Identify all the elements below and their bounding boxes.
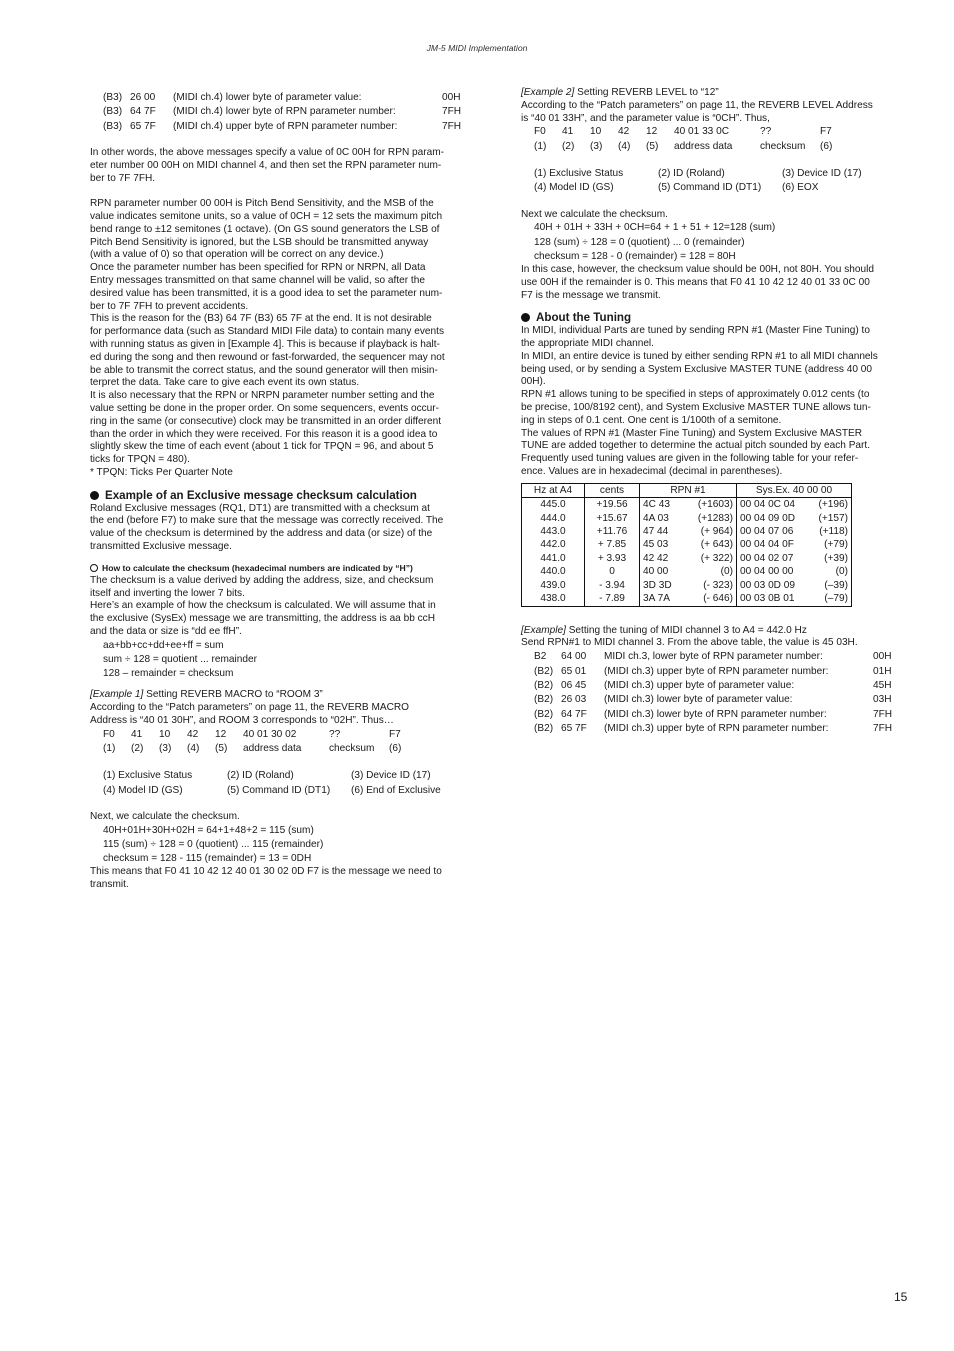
circle-bullet-icon <box>90 564 98 572</box>
left-column: (B3) 26 00 (MIDI ch.4) lower byte of parameter value: 00H (B3) 64 7F (MIDI ch.4) lower byte of RPN parameter number: 7FH (B3) 65 7F (MIDI ch.4) upper byte of RPN parameter number: 7FH In other words, the above messages specify a value of 0C 00H for RPN param- eter number 00 00H on MIDI channel 4, and then set the RPN parameter num- ber to 7F 7FH. RPN parameter number 00 00H is Pitch Bend Sensitivity, and the MSB of the value indicates semitone units, so a value of 0CH = 12 sets the maximum pitch bend range to ±12 semitones (1 octave). (On GS sound generators the LSB of Pitch Bend Sensitivity is ignored, but the LSB should be transmitted anyway (with a value of 0) so that operation will be correct on any device.) Once the parameter number has been specified for RPN or NRPN, all Data Entry messages transmitted on that same channel will be valid, so after the desired value has been transmitted, it is a good idea to set the parameter num- ber to 7F 7FH to prevent accidents. This is the reason for the (B3) 64 7F (B3) 65 7F at the end. It is not desirable for performance data (such as Standard MIDI File data) to contain many events with running status as given in [Example 4]. This is because if playback is halt- ed during the song and then rewound or fast-forwarded, the sequencer may not be able to transmit the correct status, and the sound generator will then misin- terpret the data. Take care to give each event its own status. It is also necessary that the RPN or NRPN parameter number setting and the value setting be done in the proper order. On some sequencers, events occur- ring in the same (or consecutive) clock may be transmitted in an order different than the order in which they were received. For this reason it is a good idea to slightly skew the time of each event (about 1 tick for TPQN = 96, and about 5 ticks for TPQN = 480). * TPQN: Ticks Per Quarter Note Example of an Exclusive message checksum calculation Roland Exclusive messages (RQ1, DT1) are transmitted with a checksum at the end (before F7) to make sure that the message was correctly received. The value of the checksum is determined by the address and data (or size) of the transmitted Exclusive message. How to calculate the checksum (hexadecimal numbers are indicated by “H”) The checksum is a value derived by adding the address, size, and checksum itself and inverting the lower 7 bits. Here’s an example of how the checksum is calculated. We will assume that in the exclusive (SysEx) message we are transmitting, the address is aa bb ccH and the data or size is “dd ee ffH”. aa+bb+cc+dd+ee+ff = sum sum ÷ 128 = quotient ... remainder 128 – remainder = checksum [Example 1] Setting REVERB MACRO to “ROOM 3” According to the “Patch parameters” on page 11, the REVERB MACRO Address is “40 01 30H”, and ROOM 3 corresponds to “02H”. Thus… F0 41 10 42 12 40 01 30 02 ?? F7 (1) (2) (3) (4) (5) address data checksum (6) (1) Exclusive Status (2) ID (Roland) (3) Device ID (17) (4) Model ID (GS) (5) Command ID (DT1) (6) End of Exclusive Next, we calculate the checksum. 40H+01H+30H+02H = 64+1+48+2 = 115 (sum) 115 (sum) ÷ 128 = 0 (quotient) ... 115 (remainder) checksum = 128 - 115 (remainder) = 13 = 0DH This means that F0 41 10 42 12 40 01 30 02 0D F7 is the message we need to transmit. <box>90 91 478 892</box>
byte-legend: (1) Exclusive Status (2) ID (Roland) (3) Device ID (17) (4) Model ID (GS) (5) Command ID (DT1) (6) End of Exclusive <box>103 770 441 796</box>
table-row: 441.0 + 3.93 42 42 (+ 322) 00 04 02 07 (+39) <box>522 552 852 565</box>
paragraph: The checksum is a value derived by adding the address, size, and checksum itself and inverting the lower 7 bits. Here’s an example of how the checksum is calculated. We will assume that in the exclusive (SysEx) message we are transmitting, the address is aa bb ccH and the data or size is “dd ee ffH”. <box>90 574 436 638</box>
right-column: [Example 2] Setting REVERB LEVEL to “12” According to the “Patch parameters” on page 11, the REVERB LEVEL Address is “40 01 33H”, and the parameter value is “0CH”. Thus, F0 41 10 42 12 40 01 33 0C ?? F7 (1) (2) (3) (4) (5) address data checksum (6) (1) Exclusive Status (2) ID (Roland) (3) Device ID (17) (4) Model ID (GS) (5) Command ID (DT1) (6) EOX Next we calculate the checksum. 40H + 01H + 33H + 0CH=64 + 1 + 51 + 12=128 (sum) 128 (sum) ÷ 128 = 0 (quotient) ... 0 (remainder) checksum = 128 - 0 (remainder) = 128 = 80H In this case, however, the checksum value should be 00H, not 80H. You should use 00H if the remainder is 0. This means that F0 41 10 42 12 40 01 33 0C 00 F7 is the message we transmit. About the Tuning In MIDI, individual Parts are tuned by sending RPN #1 (Master Fine Tuning) to the appropriate MIDI channel. In MIDI, an entire device is tuned by either sending RPN #1 to all MIDI channels being used, or by sending a System Exclusive MASTER TUNE (address 40 00 00H). RPN #1 allows tuning to be specified in steps of approximately 0.012 cents (to be precise, 100/8192 cent), and System Exclusive MASTER TUNE allows tun- ing in steps of 0.1 cent. One cent is 1/100th of a semitone. The values of RPN #1 (Master Fine Tuning) and System Exclusive MASTER TUNE are added together to determine the actual pitch sounded by each Part. Frequently used tuning values are given in the following table for your refer- ence. Values are in hexadecimal (decimal in parentheses). Hz at A4 cents RPN #1 Sys.Ex. 40 00 00 445.0 +19.56 4C 43 (+1603) 00 04 0C 04 (+196) 444.0 +15.67 4A 03 (+1283) 00 04 09 0D (+157) 443.0 +11.76 47 44 (+ 964) 00 04 07 06 (+118) 442.0 + 7.85 45 03 (+ 643) 00 04 04 0F (+79) 441.0 + 3.93 42 42 (+ 322) 00 04 02 07 (+39) 440.0 0 40 00 (0) 00 04 00 00 (0) 439.0 - 3.94 3D 3D (- 323) 00 03 0D 09 (–39) 438.0 - 7.89 3A 7A (- 646) 00 03 0B 01 (–79) [Example] Setting the tuning of MIDI channel 3 to A4 = 442.0 Hz Send RPN#1 to MIDI channel 3. From the above table, the value is 45 03H. B2 64 00 MIDI ch.3, lower byte of RPN parameter number: 00H (B2) 65 01 (MIDI ch.3) upper byte of RPN parameter number: 01H (B2) 06 45 (MIDI ch.3) upper byte of parameter value: 45H (B2) 26 03 (MIDI ch.3) lower byte of parameter value: 03H (B2) 64 7F (MIDI ch.3) lower byte of RPN parameter number: 7FH (B2) 65 7F (MIDI ch.3) upper byte of RPN parameter number: 7FH <box>521 87 909 736</box>
table-row: 444.0 +15.67 4A 03 (+1283) 00 04 09 0D (+157) <box>522 512 852 525</box>
table-row: 445.0 +19.56 4C 43 (+1603) 00 04 0C 04 (+196) <box>522 498 852 512</box>
table-row: 443.0 +11.76 47 44 (+ 964) 00 04 07 06 (+118) <box>522 525 852 538</box>
paragraph: RPN parameter number 00 00H is Pitch Bend Sensitivity, and the MSB of the value indicates semitone units, so a value of 0CH = 12 sets the maximum pitch bend range to ±12 semitones (1 octave). (On GS sound generators the LSB of Pitch Bend Sensitivity is ignored, but the LSB should be transmitted anyway (with a value of 0) so that operation will be correct on any device.) Once the parameter number has been specified for RPN or NRPN, all Data Entry messages transmitted on that same channel will be valid, so after the desired value has been transmitted, it is a good idea to set the parameter num- ber to 7F 7FH to prevent accidents. This is the reason for the (B3) 64 7F (B3) 65 7F at the end. It is not desirable for performance data (such as Standard MIDI File data) to contain many events with running status as given in [Example 4]. This is because if playback is halt- ed during the song and then rewound or fast-forwarded, the sequencer may not be able to transmit the correct status, and the sound generator will then misin- terpret the data. Take care to give each event its own status. It is also necessary that the RPN or NRPN parameter number setting and the value setting be done in the proper order. On some sequencers, events occur- ring in the same (or consecutive) clock may be transmitted in an order different than the order in which they were received. For this reason it is a good idea to slightly skew the time of each event (about 1 tick for TPQN = 96, and about 5 ticks for TPQN = 480). * TPQN: Ticks Per Quarter Note <box>90 198 445 478</box>
rpn-row: (B2) 65 7F (MIDI ch.3) upper byte of RPN parameter number: 7FH <box>534 723 893 735</box>
message-bytes: F0 41 10 42 12 40 01 30 02 ?? F7 (1) (2) (3) (4) (5) address data checksum (6) <box>103 728 402 755</box>
byte-legend: (1) Exclusive Status (2) ID (Roland) (3) Device ID (17) (4) Model ID (GS) (5) Command ID (DT1) (6) EOX <box>534 167 862 194</box>
paragraph: In other words, the above messages specify a value of 0C 00H for RPN param- eter number 00 00H on MIDI channel 4, and then set the RPN parameter num- ber to 7F 7FH. <box>90 146 445 184</box>
table-row: 439.0 - 3.94 3D 3D (- 323) 00 03 0D 09 (–39) <box>522 579 852 592</box>
rpn-row: (B3) 26 00 (MIDI ch.4) lower byte of parameter value: 00H <box>103 92 461 103</box>
rpn-row: (B2) 26 03 (MIDI ch.3) lower byte of parameter value: 03H <box>534 694 892 706</box>
message-bytes: F0 41 10 42 12 40 01 33 0C ?? F7 (1) (2) (3) (4) (5) address data checksum (6) <box>534 126 833 152</box>
rpn-row: (B3) 65 7F (MIDI ch.4) upper byte of RPN parameter number: 7FH <box>103 120 462 132</box>
example-title: [Example 1] Setting REVERB MACRO to “ROOM 3” <box>90 689 323 701</box>
example-title: [Example 2] Setting REVERB LEVEL to “12” <box>521 87 719 98</box>
rpn-message-list <box>90 91 478 134</box>
table-row: 440.0 0 40 00 (0) 00 04 00 00 (0) <box>522 565 852 578</box>
tuning-table <box>521 483 852 607</box>
bullet-icon <box>90 491 99 500</box>
table-row: 442.0 + 7.85 45 03 (+ 643) 00 04 04 0F (+79) <box>522 538 852 551</box>
rpn-row: (B2) 06 45 (MIDI ch.3) upper byte of parameter value: 45H <box>534 679 892 691</box>
example-title: [Example] Setting the tuning of MIDI channel 3 to A4 = 442.0 Hz <box>521 624 807 636</box>
page-number: 15 <box>894 1290 908 1304</box>
checksum-calculation: 40H+01H+30H+02H = 64+1+48+2 = 115 (sum) 115 (sum) ÷ 128 = 0 (quotient) ... 115 (remainder) checksum = 128 - 115 (remainder) = 13 = 0DH <box>103 824 324 865</box>
rpn-row: (B2) 65 01 (MIDI ch.3) upper byte of RPN parameter number: 01H <box>534 665 892 677</box>
table-header-row: Hz at A4 cents RPN #1 Sys.Ex. 40 00 00 <box>522 483 852 497</box>
section-heading: About the Tuning <box>521 310 909 325</box>
bullet-icon <box>521 313 530 322</box>
subsection-heading: How to calculate the checksum (hexadecimal numbers are indicated by “H”) <box>90 562 478 575</box>
checksum-calculation: 40H + 01H + 33H + 0CH=64 + 1 + 51 + 12=128 (sum) 128 (sum) ÷ 128 = 0 (quotient) ... 0 (remainder) checksum = 128 - 0 (remainder) = 128 = 80H <box>534 222 776 262</box>
rpn-row: B2 64 00 MIDI ch.3, lower byte of RPN parameter number: 00H <box>534 651 892 663</box>
paragraph: Roland Exclusive messages (RQ1, DT1) are transmitted with a checksum at the end (before F7) to make sure that the message was correctly received. The value of the checksum is determined by the address and data (or size) of the transmitted Exclusive message. <box>90 502 444 553</box>
section-heading: Example of an Exclusive message checksum calculation <box>90 488 478 503</box>
rpn-row: (B2) 64 7F (MIDI ch.3) lower byte of RPN parameter number: 7FH <box>534 708 893 720</box>
checksum-formula: aa+bb+cc+dd+ee+ff = sum sum ÷ 128 = quotient ... remainder 128 – remainder = checksum <box>103 639 257 680</box>
rpn-row: (B3) 64 7F (MIDI ch.4) lower byte of RPN parameter number: 7FH <box>103 106 462 118</box>
table-row: 438.0 - 7.89 3A 7A (- 646) 00 03 0B 01 (–79) <box>522 592 852 606</box>
rpn-message-list <box>521 650 909 736</box>
running-title: JM-5 MIDI Implementation <box>426 43 528 53</box>
paragraph: In MIDI, individual Parts are tuned by sending RPN #1 (Master Fine Tuning) to the appropriate MIDI channel. In MIDI, an entire device is tuned by either sending RPN #1 to all MIDI channels being used, or by sending a System Exclusive MASTER TUNE (address 40 00 00H). RPN #1 allows tuning to be specified in steps of approximately 0.012 cents (to be precise, 100/8192 cent), and System Exclusive MASTER TUNE allows tun- ing in steps of 0.1 cent. One cent is 1/100th of a semitone. The values of RPN #1 (Master Fine Tuning) and System Exclusive MASTER TUNE are added together to determine the actual pitch sounded by each Part. Frequently used tuning values are given in the following table for your refer- ence. Values are in hexadecimal (decimal in parentheses). <box>521 325 878 478</box>
